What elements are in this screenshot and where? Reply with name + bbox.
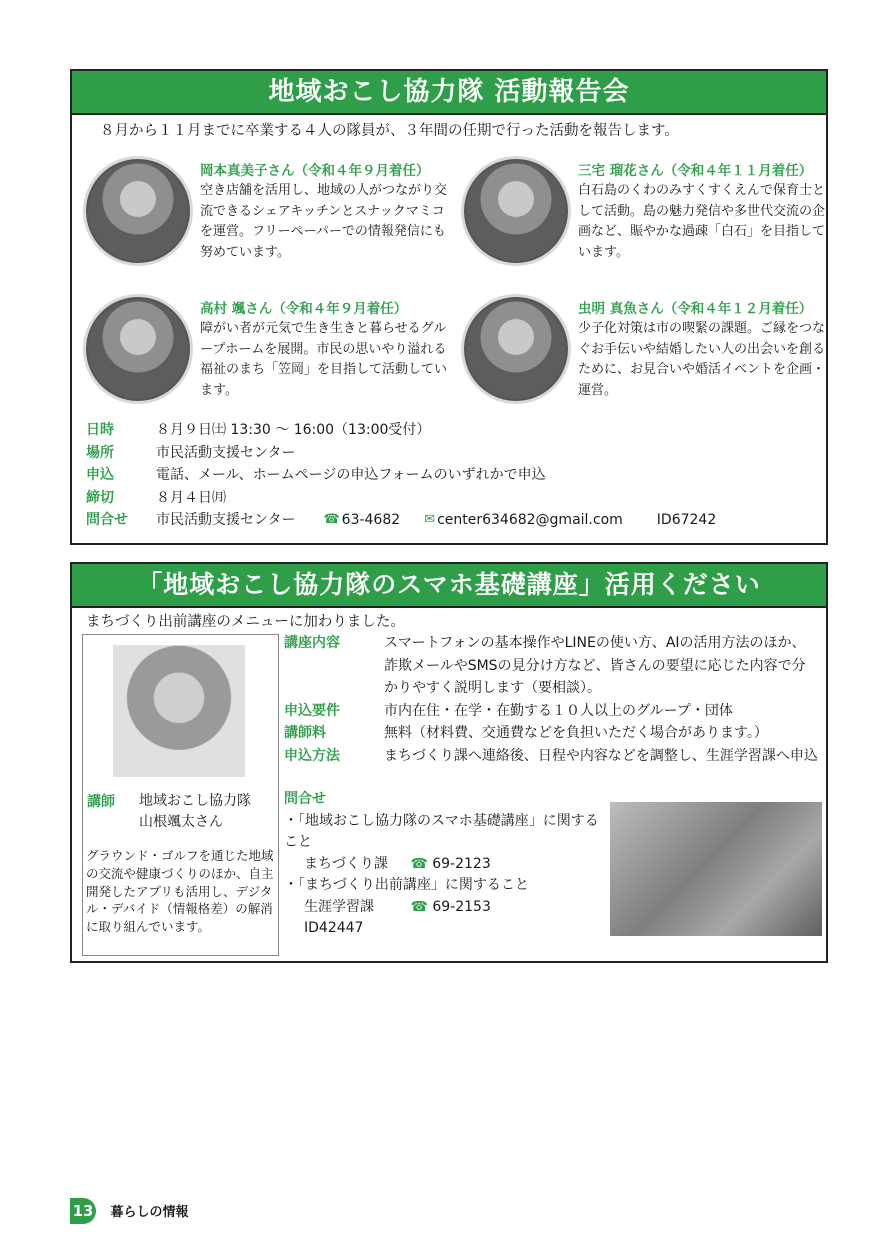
contact-id: ID42447 <box>304 920 364 936</box>
section-title: 地域おこし協力隊 活動報告会 <box>72 71 826 115</box>
course-method: まちづくり課へ連絡後、日程や内容などを調整し、生涯学習課へ申込 <box>384 747 818 764</box>
event-info <box>86 419 806 532</box>
event-tel: 63-4682 <box>341 512 401 528</box>
contact-tel: 69-2123 <box>432 855 491 872</box>
contact-label: 問合せ <box>284 791 326 807</box>
course-content: スマートフォンの基本操作やLINEの使い方、AIの活用方法のほか、詐欺メールやSMSの見分け方など、皆さんの要望に応じた内容で分かりやすく説明します（要相談）。 <box>384 635 806 696</box>
member-name: 虫明 真魚さん（令和４年１２月着任） <box>578 301 813 317</box>
member-card <box>464 297 830 422</box>
contact-dept: 生涯学習課 <box>304 898 374 915</box>
section-lead: まちづくり出前講座のメニューに加わりました。 <box>86 614 405 630</box>
phone-icon: ☎ <box>410 898 428 915</box>
course-req: 市内在住・在学・在勤する１０人以上のグループ・団体 <box>384 702 733 719</box>
course-fee: 無料（材料費、交通費などを負担いただく場合があります。） <box>384 725 768 741</box>
lecturer-name: 山根颯太さん <box>139 814 223 830</box>
footer-section: 暮らしの情報 <box>110 1205 189 1220</box>
course-label: 講座内容 <box>284 635 340 651</box>
contact-tel: 69-2153 <box>432 898 491 915</box>
phone-icon: ☎ <box>323 512 340 527</box>
event-contact: 市民活動支援センター <box>156 512 296 528</box>
info-label: 場所 <box>86 444 114 461</box>
info-label: 日時 <box>86 422 114 438</box>
contact-dept: まちづくり課 <box>304 855 388 872</box>
member-name: 三宅 瑠花さん（令和４年１１月着任） <box>578 163 813 179</box>
smartphone-course-section <box>70 562 828 963</box>
section-title: 「地域おこし協力隊のスマホ基礎講座」活用ください <box>72 564 826 608</box>
member-desc: 白石島のくわのみすくすくえんで保育士として活動。島の魅力発信や多世代交流の企画など、賑やかな過疎「白石」を目指しています。 <box>578 183 826 260</box>
page-footer <box>70 1198 189 1224</box>
lecturer-label: 講師 <box>87 794 115 810</box>
member-photo <box>464 297 568 401</box>
member-photo <box>86 297 190 401</box>
course-contact <box>284 789 604 940</box>
contact-item: ・「地域おこし協力隊のスマホ基礎講座」に関すること <box>284 812 599 850</box>
info-label: 締切 <box>86 489 114 506</box>
course-label: 申込要件 <box>284 702 340 719</box>
member-desc: 障がい者が元気で生き生きと暮らせるグループホームを展開。市民の思いやり溢れる福祉のまち「笠岡」を目指して活動しています。 <box>200 321 448 398</box>
contact-dept-row <box>284 897 604 919</box>
member-name: 高村 颯さん（令和４年９月着任） <box>200 301 408 317</box>
event-mail: center634682@gmail.com <box>437 512 623 528</box>
mail-icon: ✉ <box>424 512 436 527</box>
event-date: ８月９日㈯ 13:30 〜 16:00（13:00受付） <box>156 422 431 438</box>
event-deadline: ８月４日㈪ <box>156 489 226 506</box>
course-label: 申込方法 <box>284 747 340 764</box>
member-desc: 空き店舗を活用し、地域の人がつながり交流できるシェアキッチンとスナックマミコを運営。フリーペーパーでの情報発信にも努めています。 <box>200 183 448 260</box>
info-label: 問合せ <box>86 512 128 528</box>
course-info <box>284 632 819 767</box>
event-apply: 電話、メール、ホームページの申込フォームのいずれかで申込 <box>156 467 546 483</box>
member-photo <box>464 159 568 263</box>
member-photo <box>86 159 190 263</box>
event-place: 市民活動支援センター <box>156 444 296 461</box>
lecturer-card <box>82 634 279 956</box>
contact-dept-row <box>284 854 604 876</box>
section-lead: ８月から１１月までに卒業する４人の隊員が、３年間の任期で行った活動を報告します。 <box>100 123 679 139</box>
lecturer-desc: グラウンド・ゴルフを通じた地域の交流や健康づくりのほか、自主開発したアプリも活用し、デジタル・デバイド（情報格差）の解消に取り組んでいます。 <box>86 848 274 935</box>
member-desc: 少子化対策は市の喫緊の課題。ご縁をつなぐお手伝いや結婚したい人の出会いを創るために、お見合いや婚活イベントを企画・運営。 <box>578 321 826 398</box>
lecturer-name-block <box>139 791 251 833</box>
member-name: 岡本真美子さん（令和４年９月着任） <box>200 163 430 179</box>
lecturer-org: 地域おこし協力隊 <box>139 793 251 809</box>
member-card <box>86 297 452 422</box>
event-id: ID67242 <box>656 512 717 528</box>
member-card <box>86 159 452 284</box>
lecturer-photo <box>113 645 245 777</box>
classroom-photo <box>610 802 822 936</box>
course-label: 講師料 <box>284 725 326 741</box>
phone-icon: ☎ <box>410 855 428 872</box>
member-card <box>464 159 830 284</box>
contact-item: ・「まちづくり出前講座」に関すること <box>284 877 529 893</box>
report-meeting-section <box>70 69 828 545</box>
page-number: 13 <box>70 1198 96 1224</box>
info-label: 申込 <box>86 467 114 483</box>
